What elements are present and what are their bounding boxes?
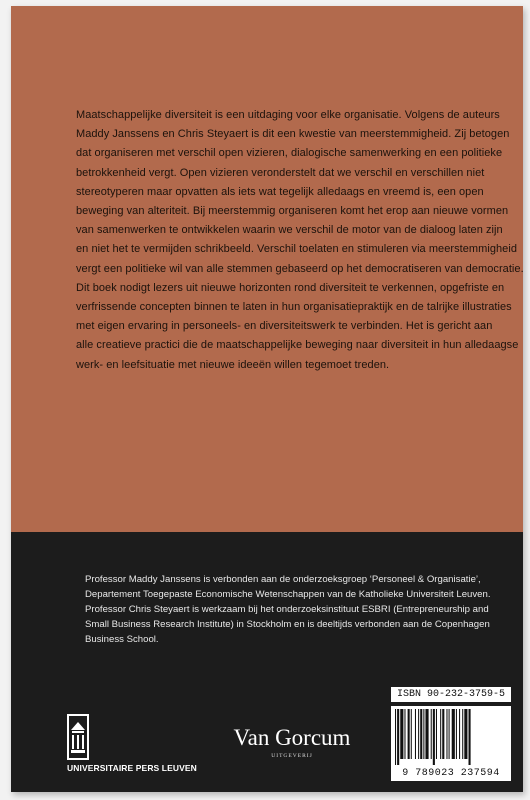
van-gorcum-logo: [227, 724, 357, 772]
blurb-line: met eigen ervaring in personeels- en diversiteitswerk te verbinden. Het is gericht aan: [76, 320, 493, 333]
author-bio: [85, 572, 505, 647]
barcode-bar: [423, 709, 424, 759]
blurb-line: van samenwerken te ontwikkelen waarin we verschil de motor van de dialoog laten zijn: [76, 224, 503, 237]
barcode-bar: [433, 709, 435, 765]
barcode-bar: [456, 709, 457, 759]
barcode-bar: [469, 709, 471, 765]
blurb-line: Maatschappelijke diversiteit is een uitdaging voor elke organisatie. Volgens de auteurs: [76, 109, 500, 121]
blurb-line: betrokkenheid vergt. Open vizieren veronderstelt dat we verschil en verschillen niet: [76, 166, 485, 179]
universitaire-pers-leuven-name: UNIVERSITAIRE PERS LEUVEN: [67, 763, 197, 773]
barcode-bar: [452, 709, 455, 759]
blurb-line: beweging van alteriteit. Bij meerstemmig organiseren komt het erop aan nieuwe vormen: [76, 205, 509, 218]
barcode-bar: [415, 709, 416, 759]
blurb-line: Dit boek nodigt lezers uit nieuwe horizonten rond diversiteit te verkennen, opgefriste en: [76, 281, 505, 294]
blurb-line: alle creatieve practici die de maatschappelijke beweging naar diversiteit in hun alledaagse: [76, 339, 519, 352]
bio-line: Professor Chris Steyaert is werkzaam bij het onderzoeksinstituut ESBRI (Entrepreneurship and: [85, 604, 489, 615]
barcode-bar: [446, 709, 447, 759]
ean-digits: 9 789023 237594: [402, 768, 500, 779]
blurb-line: stereotyperen maar opvatten als iets wat tegelijk alledaags en vreemd is, een open: [76, 185, 484, 198]
blurb-line: vergt een politieke wil van alle stemmen gebaseerd op het democratiseren van democratie.: [76, 262, 524, 275]
universitaire-pers-leuven-logo: [67, 714, 197, 774]
barcode-bar: [418, 709, 419, 759]
isbn-barcode: [391, 687, 511, 781]
van-gorcum-name: Van Gorcum: [233, 725, 351, 750]
barcode-bar: [459, 709, 460, 759]
barcode-bar: [397, 709, 399, 765]
blurb-line: dat organiseren met verschil open vizieren, dialogische samenwerking en een politieke: [76, 147, 503, 160]
barcode-bar: [408, 709, 410, 759]
barcode-bar: [431, 709, 432, 759]
barcode-bar: [411, 709, 412, 759]
author-panel: [11, 532, 523, 792]
bio-line: Departement Toegepaste Economische Wetenschappen van de Katholieke Universiteit Leuven.: [85, 589, 491, 600]
building-logo-icon: [67, 714, 89, 760]
barcode-bar: [440, 709, 441, 759]
blurb-line: en niet het te vermijden schrikbeeld. Verschil toelaten en stimuleren via meerstemmigheid: [76, 243, 518, 256]
barcode-bar: [436, 709, 437, 759]
bio-line: Professor Maddy Janssens is verbonden aan de onderzoeksgroep ‘Personeel & Organisatie’,: [85, 574, 481, 585]
barcode-bars: [395, 709, 507, 765]
barcode-bar: [404, 709, 405, 759]
van-gorcum-subtitle: UITGEVERIJ: [271, 753, 313, 759]
bio-line: Business School.: [85, 634, 159, 645]
barcode-bar: [400, 709, 403, 759]
book-blurb: [76, 106, 524, 375]
blurb-line: verfrissende concepten binnen te laten in hun organisatiepraktijk en de talrijke illustraties: [76, 301, 512, 314]
barcode-bar: [425, 709, 428, 759]
bio-line: Small Business Research Institute) in Stockholm en is deeltijds verbonden aan de Copenhagen: [85, 619, 490, 630]
barcode-bar: [462, 709, 463, 759]
barcode-bar: [395, 709, 396, 765]
barcode-bar: [420, 709, 422, 759]
book-back-cover: [11, 6, 523, 792]
blurb-line: werk- en leefsituatie met nieuwe ideeën willen tegemoet treden.: [76, 358, 390, 371]
barcode-bar: [442, 709, 444, 759]
barcode-bar: [449, 709, 450, 759]
isbn-label: ISBN 90-232-3759-5: [391, 687, 511, 702]
blurb-line: Maddy Janssens en Chris Steyaert is dit een kwestie van meerstemmigheid. Zij betogen: [76, 128, 510, 141]
barcode-bar: [464, 709, 467, 759]
barcode-area: [391, 706, 511, 781]
summary-panel: [11, 6, 523, 532]
